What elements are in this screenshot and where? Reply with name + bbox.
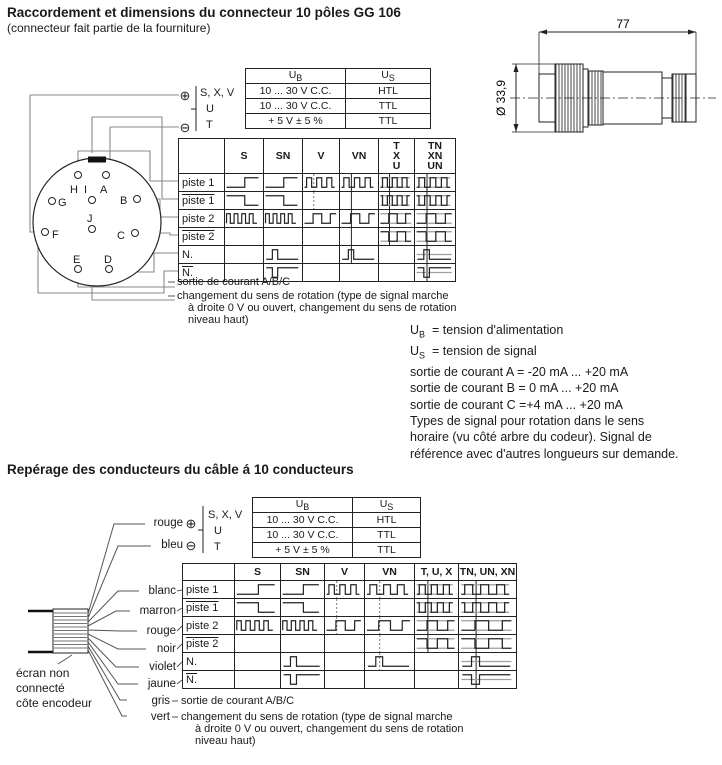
signal-cell (415, 635, 459, 653)
signal-row-label: piste 1 (179, 174, 225, 192)
power-side-label-t: T (214, 541, 221, 553)
waveform-empty (340, 264, 378, 281)
signal-cell (325, 635, 365, 653)
minus-terminal-icon: ⊖ (185, 538, 197, 553)
signal-cell (415, 192, 456, 210)
info-ub-line: $U_B$ = tension d'alimentation (410, 323, 564, 340)
signal-cell (459, 671, 517, 689)
signal-cell (303, 192, 340, 210)
signal-cell (415, 228, 456, 246)
signal-col-header: VN (340, 139, 379, 174)
signal-cell (325, 599, 365, 617)
waveform-dual_pulses (415, 581, 458, 598)
waveform-fall (281, 599, 324, 616)
waveform-empty (225, 228, 263, 245)
signal-cell (365, 581, 415, 599)
waveform-sq (235, 617, 280, 634)
waveform-dual_pulses (379, 174, 414, 191)
wire-label-rouge: rouge (146, 625, 176, 637)
section2-title: Repérage des conducteurs du câble á 10 conducteurs (7, 462, 354, 477)
wire-label-rouge-plus: rouge (153, 517, 183, 529)
signal-cell (340, 228, 379, 246)
signal-cell (340, 264, 379, 282)
signal-col-header: V (325, 564, 365, 581)
signal-cell (303, 228, 340, 246)
connector-dimension-drawing (480, 8, 722, 140)
waveform-dual_pulses_inv (379, 192, 414, 209)
waveform-empty (303, 264, 339, 281)
signal-cell (379, 174, 415, 192)
callout-direction-line2: à droite 0 V ou ouvert, changement du sens de rotation (188, 302, 457, 314)
signal-header-row (183, 564, 517, 581)
pin-label-I: I (84, 184, 88, 196)
signal-row-label: N. (183, 653, 235, 671)
power-header-us: $U_S$ (353, 498, 421, 513)
waveform-dual_pulses (459, 581, 516, 598)
waveform-empty (415, 653, 458, 670)
signal-cell (415, 210, 456, 228)
signal-cell (235, 653, 281, 671)
signal-cell (340, 192, 379, 210)
waveform-dual_sh_inv (415, 635, 458, 652)
pin-label-B: B (120, 195, 128, 207)
wire-label-noir: noir (156, 643, 176, 655)
waveform-pulses (303, 174, 339, 191)
power-cell: + 5 V ± 5 % (253, 543, 353, 558)
waveform-sq (225, 210, 263, 227)
callout-current-output: sortie de courant A/B/C (181, 695, 295, 707)
waveform-pulse_pos (365, 653, 414, 670)
power-cell: + 5 V ± 5 % (246, 114, 346, 129)
signal-row-label: piste 1 (183, 581, 235, 599)
waveform-empty (340, 192, 378, 209)
signal-cell (325, 581, 365, 599)
waveform-empty (379, 264, 414, 281)
signal-cell (235, 635, 281, 653)
signal-cell (235, 581, 281, 599)
signal-cell (379, 246, 415, 264)
keying-notch (88, 157, 106, 163)
signal-col-header: SN (281, 564, 325, 581)
signal-corner-cell (183, 564, 235, 581)
signal-cell (415, 671, 459, 689)
info-line: Types de signal pour rotation dans le sens (410, 414, 645, 429)
page-title: Raccordement et dimensions du connecteur 10 pôles GG 106 (7, 5, 401, 20)
waveform-empty (325, 635, 364, 652)
waveform-empty (303, 192, 339, 209)
power-side-label-u: U (214, 525, 222, 537)
waveform-pulse_pos_dual (415, 246, 455, 263)
signal-cell (415, 246, 456, 264)
signal-cell (340, 246, 379, 264)
callout-direction-line3: niveau haut) (195, 735, 256, 747)
power-table-top (245, 68, 431, 129)
signal-cell (379, 264, 415, 282)
signal-row-label: piste 1 (183, 599, 235, 617)
signal-cell (303, 210, 340, 228)
signal-cell (264, 192, 303, 210)
signal-cell (225, 246, 264, 264)
waveform-sq_sh (303, 210, 339, 227)
signal-cell (379, 192, 415, 210)
signal-cell (303, 246, 340, 264)
power-cell: TTL (346, 99, 431, 114)
pin-label-E: E (73, 254, 81, 266)
info-line: référence avec d'autres longueurs sur demande. (410, 446, 679, 461)
power-cell: TTL (346, 114, 431, 129)
signal-cell (264, 210, 303, 228)
signal-col-header: SN (264, 139, 303, 174)
power-cell: TTL (353, 543, 421, 558)
info-line: sortie de courant B = 0 mA ... +20 mA (410, 381, 619, 396)
power-cell: 10 ... 30 V C.C. (246, 99, 346, 114)
plus-terminal-icon: ⊕ (179, 88, 191, 103)
signal-col-header: V (303, 139, 340, 174)
waveform-empty (340, 228, 378, 245)
waveform-sq (264, 210, 302, 227)
waveform-empty (235, 671, 280, 688)
waveform-empty (365, 599, 414, 616)
signal-table-bottom (182, 563, 517, 689)
callout-direction-line2: à droite 0 V ou ouvert, changement du sens de rotation (195, 723, 464, 735)
wire-label-marron: marron (139, 605, 176, 617)
waveform-empty (325, 599, 364, 616)
waveform-empty (225, 246, 263, 263)
waveform-dual_sh (415, 617, 458, 634)
waveform-dual_sh_inv (459, 635, 516, 652)
power-side-label-sxv: S, X, V (200, 87, 235, 99)
waveform-dual_pulses_inv (415, 599, 458, 616)
power-table-bottom (252, 497, 421, 558)
callout-direction-line3: niveau haut) (188, 314, 249, 326)
shield-note-line1: écran non (16, 666, 70, 680)
power-side-label-t: T (206, 119, 213, 131)
signal-cell (281, 599, 325, 617)
power-side-label-u: U (206, 103, 214, 115)
signal-row (179, 174, 456, 192)
signal-cell (415, 599, 459, 617)
signal-cell (281, 671, 325, 689)
dim-arrow-right (688, 30, 696, 35)
signal-cell (340, 174, 379, 192)
signal-cell (225, 174, 264, 192)
waveform-fall (264, 192, 302, 209)
signal-cell (264, 174, 303, 192)
length-dim-label: 77 (616, 17, 630, 31)
waveform-pulse_pos (281, 653, 324, 670)
signal-row (183, 635, 517, 653)
waveform-empty (281, 635, 324, 652)
waveform-empty (365, 635, 414, 652)
signal-col-header: T X U (379, 139, 415, 174)
signal-row (179, 228, 456, 246)
waveform-pulse_pos_dual (459, 653, 516, 670)
info-line: sortie de courant A = -20 mA ... +20 mA (410, 364, 629, 379)
waveform-pulse_neg (281, 671, 324, 688)
pin-label-F: F (52, 229, 59, 241)
power-cell: HTL (346, 84, 431, 99)
waveform-pulses (340, 174, 378, 191)
signal-row (183, 599, 517, 617)
signal-cell (264, 246, 303, 264)
signal-cell (459, 581, 517, 599)
shield-note-line2: connecté (16, 681, 65, 695)
callout-current-output: sortie de courant A/B/C (177, 276, 291, 288)
signal-waveform-table (182, 563, 517, 689)
connector-face (33, 158, 161, 286)
waveform-pulse_neg_dual (415, 264, 455, 281)
dim-arrow-left (539, 30, 547, 35)
waveform-empty (235, 653, 280, 670)
pin-label-J: J (87, 213, 93, 225)
wire-label-blanc: blanc (148, 585, 176, 597)
signal-cell (365, 635, 415, 653)
signal-cell (459, 653, 517, 671)
signal-cell (225, 228, 264, 246)
signal-cell (415, 653, 459, 671)
waveform-dual_sh (415, 210, 455, 227)
waveform-empty (325, 653, 364, 670)
signal-cell (225, 210, 264, 228)
waveform-empty (325, 671, 364, 688)
signal-row-label: piste 2 (183, 617, 235, 635)
signal-row (183, 653, 517, 671)
signal-cell (325, 671, 365, 689)
waveform-pulse_pos (264, 246, 302, 263)
signal-cell (415, 581, 459, 599)
signal-cell (459, 617, 517, 635)
power-cell: HTL (353, 513, 421, 528)
signal-waveform-table (178, 138, 456, 282)
minus-terminal-icon: ⊖ (179, 120, 191, 135)
waveform-dual_pulses (415, 174, 455, 191)
signal-row (179, 192, 456, 210)
waveform-dual_pulses_inv (459, 599, 516, 616)
signal-cell (340, 210, 379, 228)
signal-cell (281, 581, 325, 599)
signal-cell (365, 599, 415, 617)
callout-direction-line1: changement du sens de rotation (type de signal marche (177, 290, 449, 302)
signal-col-header: S (225, 139, 264, 174)
info-block (410, 322, 679, 462)
waveform-sq_sh (365, 617, 414, 634)
signal-row (183, 671, 517, 689)
signal-cell (365, 671, 415, 689)
info-us-line: $U_S$ = tension de signal (410, 343, 537, 361)
waveform-empty (264, 228, 302, 245)
signal-col-header: T, U, X (415, 564, 459, 581)
pin-label-C: C (117, 230, 125, 242)
wire-label-bleu-minus: bleu (161, 539, 183, 551)
signal-cell (235, 671, 281, 689)
signal-col-header: S (235, 564, 281, 581)
waveform-dual_sh_inv (415, 228, 455, 245)
signal-cell (365, 653, 415, 671)
signal-cell (325, 617, 365, 635)
waveform-empty (235, 635, 280, 652)
signal-cell (225, 192, 264, 210)
power-side-label-sxv: S, X, V (208, 509, 243, 521)
callout-direction-line1: changement du sens de rotation (type de signal marche (181, 711, 453, 723)
pin-label-A: A (100, 184, 108, 196)
waveform-dual_sh (459, 617, 516, 634)
shield-note-leader (58, 655, 72, 664)
power-header-ub: $U_B$ (246, 69, 346, 84)
pin-label-H: H (70, 184, 78, 196)
shield-note-line3: côte encodeur (16, 696, 93, 710)
page-subtitle: (connecteur fait partie de la fourniture) (7, 21, 211, 35)
waveform-empty (365, 671, 414, 688)
pin-label-D: D (104, 254, 112, 266)
waveform-empty (415, 671, 458, 688)
signal-cell (281, 653, 325, 671)
signal-row-label: N. (179, 246, 225, 264)
signal-cell (235, 617, 281, 635)
signal-row-label: N. (179, 264, 225, 282)
waveform-dual_pulses_inv (415, 192, 455, 209)
signal-col-header: TN XN UN (415, 139, 456, 174)
waveform-fall (225, 192, 263, 209)
signal-row (183, 617, 517, 635)
signal-row-label: piste 2 (179, 210, 225, 228)
signal-cell (415, 617, 459, 635)
waveform-dual_sh (379, 210, 414, 227)
power-cell: 10 ... 30 V C.C. (253, 513, 353, 528)
power-cell: TTL (353, 528, 421, 543)
waveform-rise (264, 174, 302, 191)
waveform-dual_sh_inv (379, 228, 414, 245)
waveform-empty (379, 246, 414, 263)
waveform-sq_sh (325, 617, 364, 634)
signal-header-row (179, 139, 456, 174)
signal-cell (415, 264, 456, 282)
signal-cell (459, 635, 517, 653)
pin-label-G: G (58, 197, 67, 209)
cable-drawing (28, 609, 88, 653)
waveform-pulses (365, 581, 414, 598)
power-header-ub: $U_B$ (253, 498, 353, 513)
plus-terminal-icon: ⊕ (185, 516, 197, 531)
wire-label-jaune: jaune (147, 678, 176, 690)
wire-label-vert: vert (150, 711, 170, 723)
signal-row-label: piste 2 (183, 635, 235, 653)
signal-cell (281, 635, 325, 653)
power-cell: 10 ... 30 V C.C. (253, 528, 353, 543)
diameter-dim-label: Ø 33,9 (494, 79, 508, 117)
signal-corner-cell (179, 139, 225, 174)
signal-cell (415, 174, 456, 192)
signal-cell (379, 210, 415, 228)
waveform-rise (235, 581, 280, 598)
signal-cell (459, 599, 517, 617)
wire-label-gris: gris (151, 695, 170, 707)
signal-cell (325, 653, 365, 671)
signal-row-label: piste 2 (179, 228, 225, 246)
waveform-rise (225, 174, 263, 191)
power-cell: 10 ... 30 V C.C. (246, 84, 346, 99)
info-line: horaire (vu côté arbre du codeur). Signal de (410, 430, 652, 445)
waveform-pulse_neg_dual (459, 671, 516, 688)
signal-cell (303, 174, 340, 192)
signal-row (183, 581, 517, 599)
waveform-rise (281, 581, 324, 598)
signal-row-label: piste 1 (179, 192, 225, 210)
signal-cell (365, 617, 415, 635)
waveform-fall (235, 599, 280, 616)
signal-cell (264, 228, 303, 246)
waveform-empty (303, 228, 339, 245)
info-line: sortie de courant C =+4 mA ... +20 mA (410, 397, 623, 412)
signal-cell (379, 228, 415, 246)
signal-row (179, 210, 456, 228)
waveform-empty (303, 246, 339, 263)
waveform-sq_sh (340, 210, 378, 227)
signal-row (179, 246, 456, 264)
waveform-sq (281, 617, 324, 634)
signal-cell (303, 264, 340, 282)
signal-table-top (178, 138, 456, 282)
waveform-pulses (325, 581, 364, 598)
power-header-us: $U_S$ (346, 69, 431, 84)
wire-label-violet: violet (149, 661, 176, 673)
signal-row-label: N. (183, 671, 235, 689)
signal-col-header: VN (365, 564, 415, 581)
signal-col-header: TN, UN, XN (459, 564, 517, 581)
waveform-pulse_pos (340, 246, 378, 263)
signal-cell (235, 599, 281, 617)
signal-cell (281, 617, 325, 635)
